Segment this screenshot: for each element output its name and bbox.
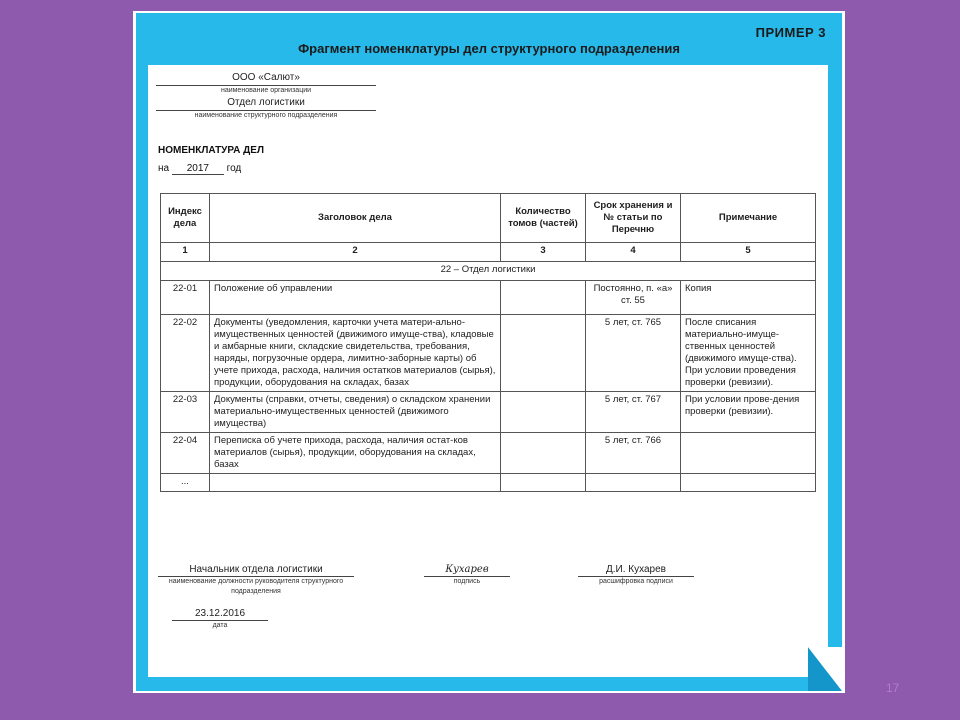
column-number: 3 [501, 243, 586, 262]
table-row [161, 474, 816, 492]
organization-name: ООО «Салют» [156, 71, 376, 86]
table-row [161, 433, 816, 474]
header-index: Индекс дела [161, 194, 210, 243]
row-index: 22-01 [161, 281, 210, 315]
signature-block [158, 563, 818, 663]
row-title [210, 474, 501, 492]
row-note: После списания материально-имуще-ственных ценностей (движимого имуще-ства). При условии проведения проверки (ревизии). [681, 315, 816, 392]
row-index: ... [161, 474, 210, 492]
row-volumes [501, 474, 586, 492]
header-title: Заголовок дела [210, 194, 501, 243]
document-header [156, 71, 376, 121]
row-note: При условии прове-дения проверки (ревизии). [681, 392, 816, 433]
signature-sign [424, 563, 510, 587]
row-title: Документы (справки, отчеты, сведения) о складском хранении материально-имущественных ценностей (движимого имущества) [210, 392, 501, 433]
row-term: Постоянно, п. «а» ст. 55 [586, 281, 681, 315]
example-frame [136, 13, 842, 691]
name-value: Д.И. Кухарев [578, 563, 694, 577]
sign-caption: подпись [453, 578, 481, 585]
department-name: Отдел логистики [156, 96, 376, 111]
department-caption: наименование структурного подразделения [194, 112, 338, 119]
nomenclature-title: НОМЕНКЛАТУРА ДЕЛ [158, 145, 264, 156]
signature-date [172, 607, 268, 631]
signature-name [578, 563, 694, 587]
name-caption: расшифровка подписи [599, 578, 673, 585]
row-index: 22-03 [161, 392, 210, 433]
row-index: 22-02 [161, 315, 210, 392]
position-value: Начальник отдела логистики [158, 563, 354, 577]
year-value: 2017 [172, 163, 224, 175]
handwritten-signature: Кухарев [424, 563, 510, 577]
year-prefix: на [158, 163, 170, 174]
column-number: 2 [210, 243, 501, 262]
row-term: 5 лет, ст. 765 [586, 315, 681, 392]
position-caption: наименование должности руководителя структурного подразделения [168, 578, 344, 595]
fragment-title: Фрагмент номенклатуры дел структурного подразделения [298, 41, 680, 56]
row-volumes [501, 392, 586, 433]
signature-position [158, 563, 354, 597]
row-volumes [501, 315, 586, 392]
date-caption: дата [212, 622, 228, 629]
header-term: Срок хранения и № статьи по Перечню [586, 194, 681, 243]
row-volumes [501, 281, 586, 315]
row-title: Переписка об учете прихода, расхода, наличия остат-ков материалов (сырья), продукции, оборудования на складах, базах [210, 433, 501, 474]
row-note [681, 433, 816, 474]
table-header-row [161, 194, 816, 243]
date-value: 23.12.2016 [172, 607, 268, 621]
column-number-row [161, 243, 816, 262]
example-label: ПРИМЕР 3 [755, 25, 826, 40]
section-row [161, 262, 816, 281]
organization-caption: наименование организации [220, 87, 312, 94]
row-note [681, 474, 816, 492]
year-suffix: год [226, 163, 242, 174]
column-number: 1 [161, 243, 210, 262]
header-note: Примечание [681, 194, 816, 243]
row-title: Документы (уведомления, карточки учета матери-ально-имущественных ценностей (движимого имуще-ства), кладовые и амбарные книги, складские свидетельства, требования, наряды, погрузочные ордера, лимитно-заборные карты) об учете прихода, расхода, наличия остатков материалов (сырья), продукции, оборудования на складах, базах [210, 315, 501, 392]
table-row [161, 315, 816, 392]
table-row [161, 392, 816, 433]
row-term: 5 лет, ст. 766 [586, 433, 681, 474]
row-title: Положение об управлении [210, 281, 501, 315]
table-row [161, 281, 816, 315]
row-term [586, 474, 681, 492]
column-number: 5 [681, 243, 816, 262]
header-volumes: Количество томов (частей) [501, 194, 586, 243]
row-note: Копия [681, 281, 816, 315]
year-line [158, 163, 241, 175]
row-index: 22-04 [161, 433, 210, 474]
row-term: 5 лет, ст. 767 [586, 392, 681, 433]
nomenclature-table [160, 193, 816, 492]
section-title: 22 – Отдел логистики [161, 262, 816, 281]
slide-page-number: 17 [886, 681, 900, 695]
column-number: 4 [586, 243, 681, 262]
row-volumes [501, 433, 586, 474]
document-page [148, 65, 828, 677]
